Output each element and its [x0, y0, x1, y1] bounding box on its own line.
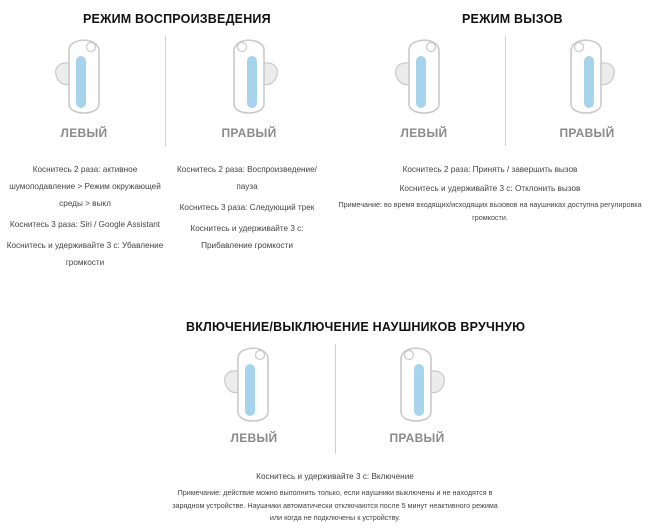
power-note: [160, 487, 510, 525]
divider: [505, 36, 506, 146]
divider: [165, 36, 166, 146]
note-line: зарядном устройстве. Наушники автоматически отключаются после 5 минут неактивного режима: [172, 500, 498, 510]
left-label: ЛЕВЫЙ: [230, 431, 278, 445]
power-heading: ВКЛЮЧЕНИЕ/ВЫКЛЮЧЕНИЕ НАУШНИКОВ ВРУЧНУЮ: [186, 320, 526, 334]
right-label: ПРАВЫЙ: [221, 126, 277, 140]
desc-line: Коснитесь и удерживайте 3 с: Отклонить вызов: [399, 184, 581, 193]
desc-line: среды > выкл: [59, 199, 111, 208]
note-line: громкости.: [472, 212, 508, 222]
note-line: Примечание: действие можно выполнить только, если наушники выключены и не находятся в: [177, 488, 493, 497]
desc-line: Коснитесь 2 раза: Принять / завершить вызов: [402, 165, 578, 174]
desc-line: Коснитесь 3 раза: Следующий трек: [179, 203, 315, 212]
left-earbud-icon: [53, 34, 115, 120]
desc-line: Коснитесь и удерживайте 3 с:: [190, 224, 304, 233]
note-line: Примечание: во время входящих/исходящих вызовов на наушниках доступна регулировка: [338, 200, 642, 209]
desc-line: Коснитесь 2 раза: активное: [32, 165, 138, 174]
power-description: [160, 468, 510, 525]
left-earbud-icon: [222, 342, 284, 428]
playback-left-description: [0, 161, 170, 271]
desc-line: шумоподавление > Режим окружающей: [9, 182, 161, 191]
call-description: [330, 161, 650, 224]
desc-line: Коснитесь и удерживайте 3 с: Убавление: [6, 241, 164, 250]
desc-line: Коснитесь 3 раза: Siri / Google Assistant: [9, 220, 161, 229]
desc-line: Прибавление громкости: [201, 241, 293, 250]
right-earbud-icon: [385, 342, 447, 428]
right-label: ПРАВЫЙ: [559, 126, 615, 140]
right-label: ПРАВЫЙ: [389, 431, 445, 445]
desc-line: Коснитесь и удерживайте 3 с: Включение: [256, 472, 414, 481]
desc-line: пауза: [236, 182, 258, 191]
left-earbud-icon: [393, 34, 455, 120]
desc-line: громкости: [65, 258, 105, 267]
note-line: или когда не подключены к устройству.: [269, 513, 401, 522]
left-label: ЛЕВЫЙ: [400, 126, 448, 140]
right-earbud-icon: [218, 34, 280, 120]
right-earbud-icon: [555, 34, 617, 120]
desc-line: Коснитесь 2 раза: Воспроизведение/: [177, 165, 317, 174]
playback-mode-heading: РЕЖИМ ВОСПРОИЗВЕДЕНИЯ: [83, 12, 271, 26]
playback-right-description: [172, 161, 322, 254]
divider: [335, 344, 336, 454]
left-label: ЛЕВЫЙ: [60, 126, 108, 140]
call-mode-heading: РЕЖИМ ВЫЗОВ: [462, 12, 563, 26]
call-note: [330, 199, 650, 224]
